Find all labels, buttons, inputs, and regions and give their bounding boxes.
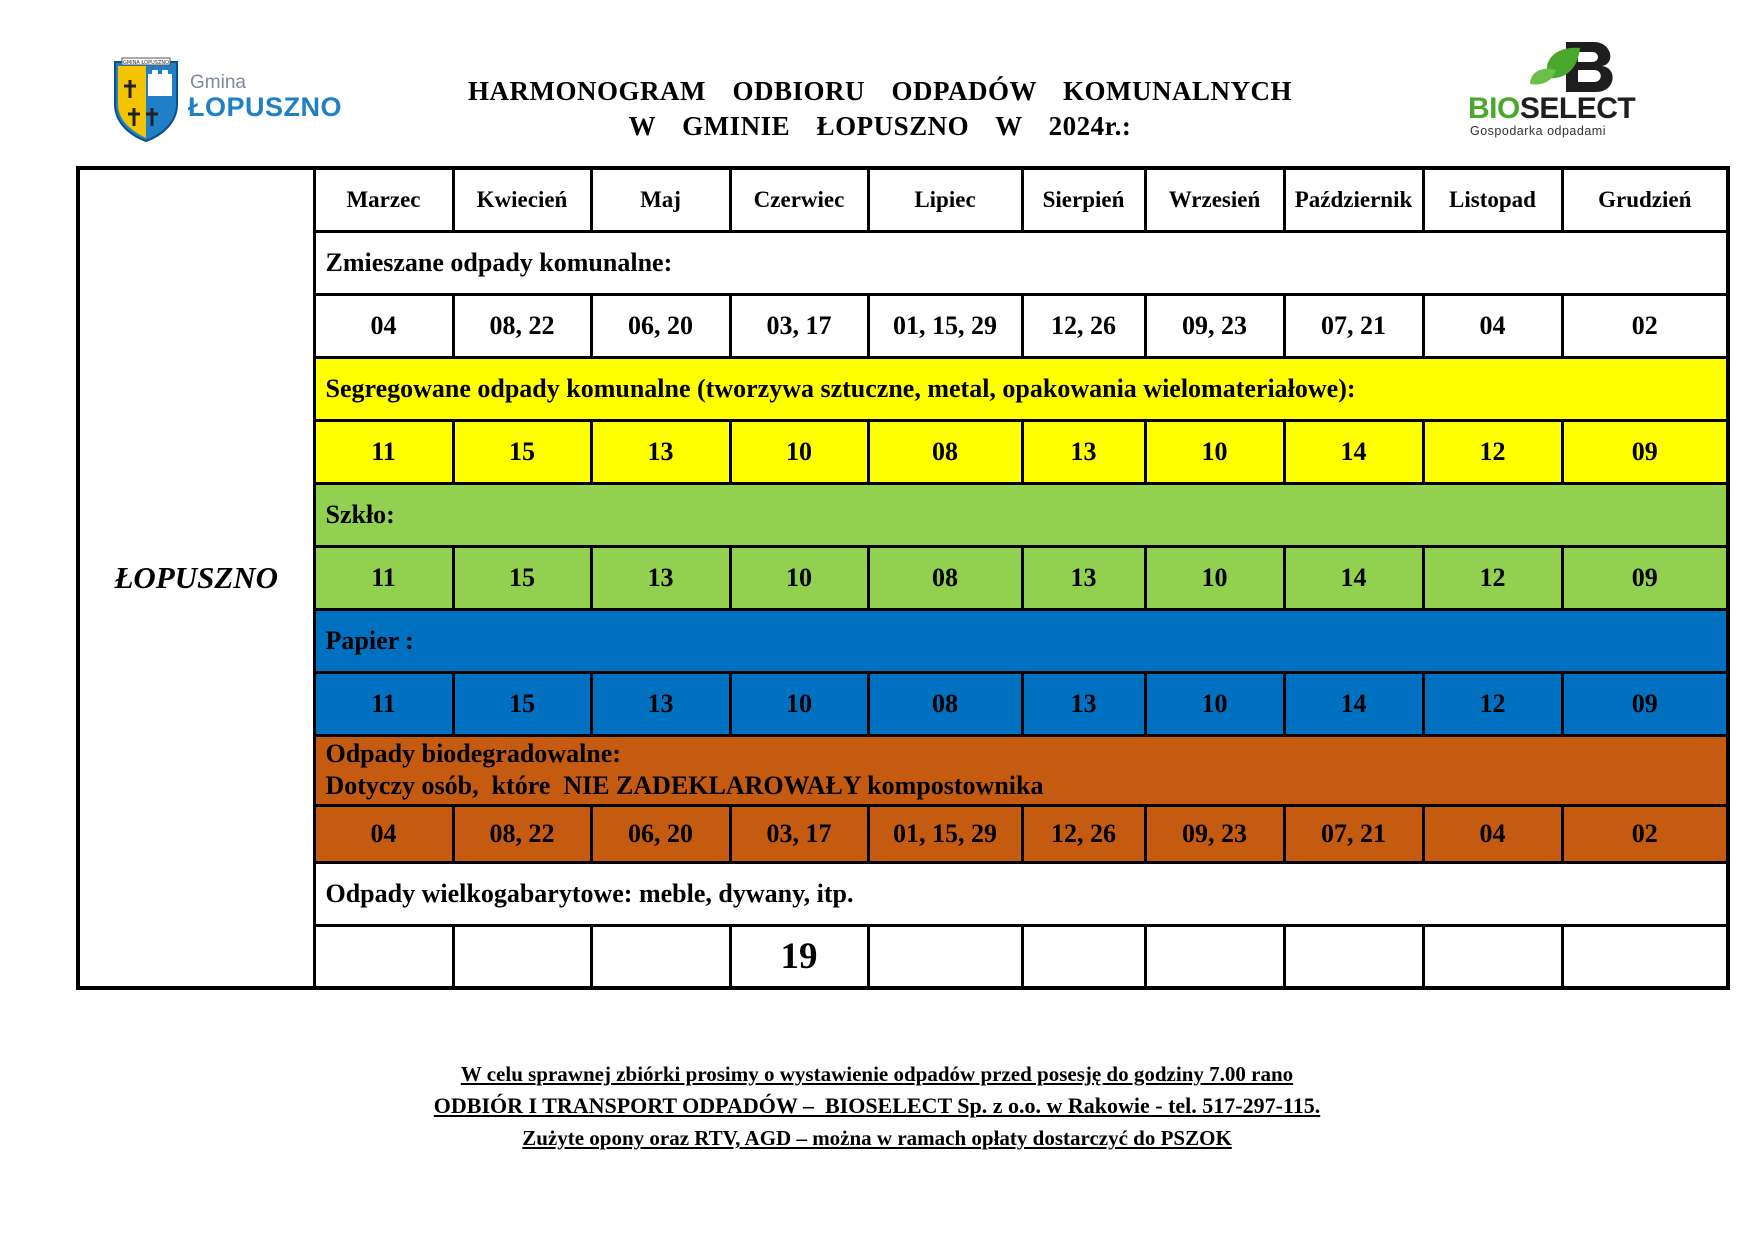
collection-date-cell: 08 xyxy=(868,420,1022,483)
month-header: Lipiec xyxy=(868,168,1022,231)
bioselect-name-select: SELECT xyxy=(1519,92,1636,125)
gmina-logo-small-text: Gmina xyxy=(190,72,246,93)
bioselect-name-bio: BIO xyxy=(1468,92,1520,125)
collection-date-cell: 13 xyxy=(591,420,730,483)
leaf-b-icon xyxy=(1508,38,1628,96)
collection-date-cell: 06, 20 xyxy=(591,805,730,862)
collection-date-cell: 04 xyxy=(314,294,453,357)
collection-date-cell: 08 xyxy=(868,546,1022,609)
collection-date-cell: 09, 23 xyxy=(1145,294,1284,357)
collection-date-cell: 15 xyxy=(453,546,591,609)
collection-date-cell: 10 xyxy=(730,546,868,609)
collection-date-cell: 12, 26 xyxy=(1022,294,1145,357)
collection-date-cell xyxy=(1145,925,1284,988)
month-header: Październik xyxy=(1284,168,1423,231)
collection-date-cell: 10 xyxy=(1145,672,1284,735)
collection-date-cell xyxy=(868,925,1022,988)
collection-date-cell: 09 xyxy=(1562,672,1728,735)
collection-date-cell xyxy=(1562,925,1728,988)
collection-date-cell: 13 xyxy=(1022,672,1145,735)
gmina-lopuszno-logo xyxy=(112,56,362,144)
category-label-row xyxy=(78,231,1728,294)
collection-date-cell: 13 xyxy=(1022,546,1145,609)
footer-notes xyxy=(0,1058,1754,1154)
category-dates-row xyxy=(78,546,1728,609)
collection-date-cell: 08, 22 xyxy=(453,294,591,357)
collection-date-cell xyxy=(314,925,453,988)
collection-date-cell xyxy=(453,925,591,988)
collection-date-cell: 02 xyxy=(1562,294,1728,357)
category-label-text: Szkło: xyxy=(325,499,395,529)
collection-date-cell: 03, 17 xyxy=(730,294,868,357)
collection-date-cell: 10 xyxy=(1145,420,1284,483)
collection-date-cell: 11 xyxy=(314,672,453,735)
category-label-text: Segregowane odpady komunalne (tworzywa sztuczne, metal, opakowania wielomateriałowe): xyxy=(325,373,1356,403)
footer-line-1: W celu sprawnej zbiórki prosimy o wystawienie odpadów przed posesję do godziny 7.00 rano xyxy=(460,1062,1294,1086)
coat-of-arms-icon xyxy=(112,56,180,142)
collection-date-cell: 04 xyxy=(314,805,453,862)
month-header: Kwiecień xyxy=(453,168,591,231)
collection-date-cell: 09 xyxy=(1562,420,1728,483)
collection-date-cell: 10 xyxy=(1145,546,1284,609)
collection-date-cell: 13 xyxy=(591,546,730,609)
category-label xyxy=(314,609,1728,672)
collection-date-cell: 13 xyxy=(591,672,730,735)
collection-date-cell: 09, 23 xyxy=(1145,805,1284,862)
collection-date-cell: 15 xyxy=(453,420,591,483)
category-label-text: Odpady wielkogabarytowe: meble, dywany, itp. xyxy=(325,878,854,908)
collection-date-cell: 19 xyxy=(730,925,868,988)
month-header: Wrzesień xyxy=(1145,168,1284,231)
category-label-row xyxy=(78,609,1728,672)
page-title xyxy=(400,74,1360,144)
collection-date-cell: 04 xyxy=(1423,294,1562,357)
category-dates-row xyxy=(78,925,1728,988)
category-label-text: Zmieszane odpady komunalne: xyxy=(325,247,673,277)
collection-date-cell xyxy=(1423,925,1562,988)
shield-text: GMINA ŁOPUSZNO xyxy=(122,60,170,66)
category-label-row xyxy=(78,357,1728,420)
category-label xyxy=(314,231,1728,294)
collection-date-cell: 06, 20 xyxy=(591,294,730,357)
collection-date-cell: 07, 21 xyxy=(1284,294,1423,357)
collection-date-cell: 01, 15, 29 xyxy=(868,805,1022,862)
category-label xyxy=(314,357,1728,420)
collection-date-cell xyxy=(1022,925,1145,988)
collection-date-cell: 14 xyxy=(1284,420,1423,483)
collection-date-cell: 04 xyxy=(1423,805,1562,862)
category-label-row xyxy=(78,862,1728,925)
collection-date-cell: 12 xyxy=(1423,546,1562,609)
bioselect-tagline: Gospodarka odpadami xyxy=(1470,124,1606,138)
category-dates-row xyxy=(78,420,1728,483)
collection-date-cell: 13 xyxy=(1022,420,1145,483)
category-label xyxy=(314,735,1728,805)
collection-date-cell: 12, 26 xyxy=(1022,805,1145,862)
collection-date-cell: 02 xyxy=(1562,805,1728,862)
month-header: Maj xyxy=(591,168,730,231)
bioselect-name xyxy=(1468,92,1635,126)
collection-date-cell: 01, 15, 29 xyxy=(868,294,1022,357)
gmina-logo-big-text: ŁOPUSZNO xyxy=(188,92,343,122)
collection-date-cell: 09 xyxy=(1562,546,1728,609)
collection-date-cell: 10 xyxy=(730,420,868,483)
schedule-table xyxy=(76,166,1730,990)
collection-date-cell: 11 xyxy=(314,420,453,483)
category-label xyxy=(314,483,1728,546)
footer-line-3: Zużyte opony oraz RTV, AGD – można w ramach opłaty dostarczyć do PSZOK xyxy=(522,1126,1232,1150)
month-header: Listopad xyxy=(1423,168,1562,231)
category-label-row xyxy=(78,735,1728,805)
collection-date-cell: 14 xyxy=(1284,546,1423,609)
category-dates-row xyxy=(78,294,1728,357)
category-label-note: Dotyczy osób, które NIE ZADEKLAROWAŁY kompostownika xyxy=(325,771,1044,800)
month-header: Sierpień xyxy=(1022,168,1145,231)
collection-date-cell xyxy=(1284,925,1423,988)
category-label-row xyxy=(78,483,1728,546)
collection-date-cell: 14 xyxy=(1284,672,1423,735)
category-label-text: Odpady biodegradowalne: xyxy=(325,739,621,768)
category-dates-row xyxy=(78,805,1728,862)
month-header: Grudzień xyxy=(1562,168,1728,231)
title-line-2: W GMINIE ŁOPUSZNO W 2024r.: xyxy=(628,111,1132,141)
collection-date-cell: 11 xyxy=(314,546,453,609)
bioselect-logo xyxy=(1468,38,1668,138)
collection-date-cell: 08, 22 xyxy=(453,805,591,862)
collection-date-cell: 08 xyxy=(868,672,1022,735)
month-header: Marzec xyxy=(314,168,453,231)
collection-date-cell: 07, 21 xyxy=(1284,805,1423,862)
collection-date-cell: 03, 17 xyxy=(730,805,868,862)
collection-date-cell xyxy=(591,925,730,988)
month-header-row xyxy=(78,168,1728,231)
category-label xyxy=(314,862,1728,925)
category-label-text: Papier : xyxy=(325,625,414,655)
category-dates-row xyxy=(78,672,1728,735)
town-name: ŁOPUSZNO xyxy=(78,168,314,988)
month-header: Czerwiec xyxy=(730,168,868,231)
footer-line-2: ODBIÓR I TRANSPORT ODPADÓW – BIOSELECT Sp. z o.o. w Rakowie - tel. 517-297-115. xyxy=(433,1093,1321,1118)
collection-date-cell: 12 xyxy=(1423,672,1562,735)
collection-date-cell: 12 xyxy=(1423,420,1562,483)
collection-date-cell: 10 xyxy=(730,672,868,735)
title-line-1: HARMONOGRAM ODBIORU ODPADÓW KOMUNALNYCH xyxy=(468,76,1292,106)
collection-date-cell: 15 xyxy=(453,672,591,735)
